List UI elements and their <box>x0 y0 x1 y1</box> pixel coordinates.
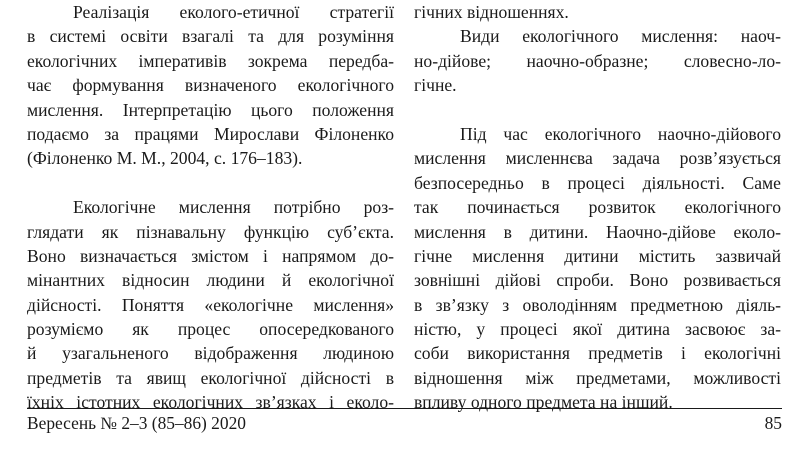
text-line: екологічних імперативів зокрема передба- <box>27 50 394 71</box>
text-line: гічних відношеннях. <box>414 2 569 22</box>
text-line: ністю, у процесі якої дитина засвоює за- <box>414 319 781 340</box>
text-line: так починається розвиток екологічного <box>414 197 781 218</box>
text-line: мінантних відносин людини й екологічної <box>27 270 394 291</box>
text-line: розуміємо як процес опосередкованого <box>27 319 394 340</box>
text-line: дійсності. Поняття «екологічне мислення» <box>27 294 394 315</box>
text-line: Воно визначається змістом і напрямом до- <box>27 245 394 266</box>
right-column <box>414 0 781 415</box>
text-line: мислення в дитини. Наочно-дійове еколо- <box>414 221 781 242</box>
text-line: й узагальненого відображення людиною <box>27 343 394 364</box>
paragraph <box>27 195 394 415</box>
footer-divider <box>27 408 782 409</box>
text-line: Під час екологічного наочно-дійового <box>460 123 781 144</box>
text-line: безпосередньо в процесі діяльності. Саме <box>414 172 781 193</box>
text-line: зовнішні дійові спроби. Воно розвивається <box>414 270 781 291</box>
text-line: соби використання предметів і екологічні <box>414 343 781 364</box>
text-line: мислення мисленнєва задача розв’язується <box>414 148 781 169</box>
paragraph <box>27 0 394 171</box>
text-line: Види екологічного мислення: наоч- <box>460 26 781 47</box>
page-number: 85 <box>764 413 782 433</box>
text-line: в системі освіти взагалі та для розуміння <box>27 26 394 47</box>
paragraph <box>414 24 781 97</box>
text-line: Екологічне мислення потрібно роз- <box>73 197 394 218</box>
text-line: гічне. <box>414 75 457 96</box>
text-line: подаємо за працями Мирослави Філоненко <box>27 123 394 144</box>
paragraph <box>414 0 781 24</box>
text-line: їхніх істотних екологічних зв’язках і еколо- <box>27 392 394 413</box>
text-line: глядати як пізнавальну функцію суб’єкта. <box>27 221 394 242</box>
text-line: впливу одного предмета на інший. <box>414 392 673 413</box>
text-line: відношення між предметами, можливості <box>414 367 781 388</box>
text-line: (Філоненко М. М., 2004, с. 176–183). <box>27 148 303 169</box>
left-column <box>27 0 394 415</box>
text-line: гічне мислення дитини містить зазвичай <box>414 245 781 266</box>
text-line: в зв’язку з оволодінням предметною діяль- <box>414 294 781 315</box>
issue-info: Вересень № 2–3 (85–86) 2020 <box>27 413 246 433</box>
text-line: предметів та явищ екологічної дійсності в <box>27 367 394 388</box>
text-line: чає формування визначеного екологічного <box>27 75 394 96</box>
text-line: мислення. Інтерпретацію цього положення <box>27 99 394 120</box>
text-line: Реалізація еколого-етичної стратегії <box>73 2 394 22</box>
text-line: но-дійове; наочно-образне; словесно-ло- <box>414 50 781 71</box>
paragraph <box>414 122 781 415</box>
